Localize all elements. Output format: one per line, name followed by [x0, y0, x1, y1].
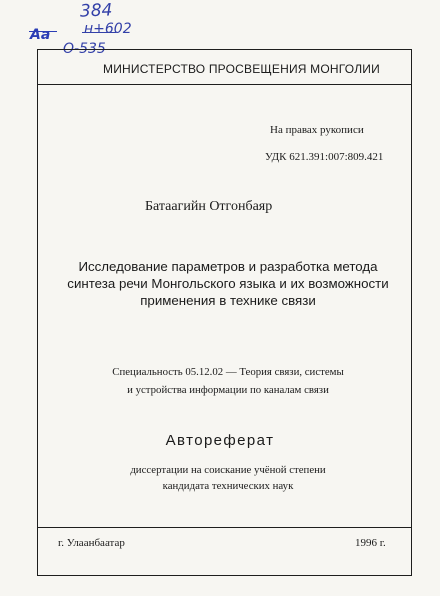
- title-line: применения в технике связи: [140, 293, 316, 308]
- specialty-line: и устройства информации по каналам связи: [127, 384, 329, 396]
- purpose-line: кандидата технических наук: [162, 480, 294, 492]
- handwritten-code-top: н+602: [84, 21, 132, 37]
- rights-note: На правах рукописи: [270, 124, 364, 136]
- handwritten-tag: Аа: [30, 27, 51, 43]
- udk-code: УДК 621.391:007:809.421: [265, 151, 384, 163]
- specialty-block: [58, 363, 398, 399]
- handwritten-strike: [82, 32, 116, 33]
- handwritten-number: 384: [79, 0, 113, 22]
- purpose-block: [58, 462, 398, 494]
- dissertation-title: [58, 258, 398, 309]
- purpose-line: диссертации на соискание учёной степени: [130, 464, 326, 476]
- specialty-line: Специальность 05.12.02 — Теория связи, системы: [112, 366, 344, 378]
- footer-year: 1996 г.: [355, 537, 386, 549]
- title-line: Исследование параметров и разработка метода: [78, 259, 378, 274]
- footer-divider: [37, 527, 412, 528]
- handwritten-code-bottom: О-535: [63, 41, 106, 57]
- footer-city: г. Улаанбаатар: [58, 537, 125, 549]
- ministry-header: МИНИСТЕРСТВО ПРОСВЕЩЕНИЯ МОНГОЛИИ: [103, 62, 380, 76]
- author-name: Батаагийн Отгонбаяр: [145, 199, 273, 214]
- handwritten-underline: [29, 31, 57, 32]
- title-line: синтеза речи Монгольского языка и их возможности: [67, 276, 389, 291]
- header-divider: [37, 84, 412, 85]
- abstract-heading: Автореферат: [165, 432, 275, 449]
